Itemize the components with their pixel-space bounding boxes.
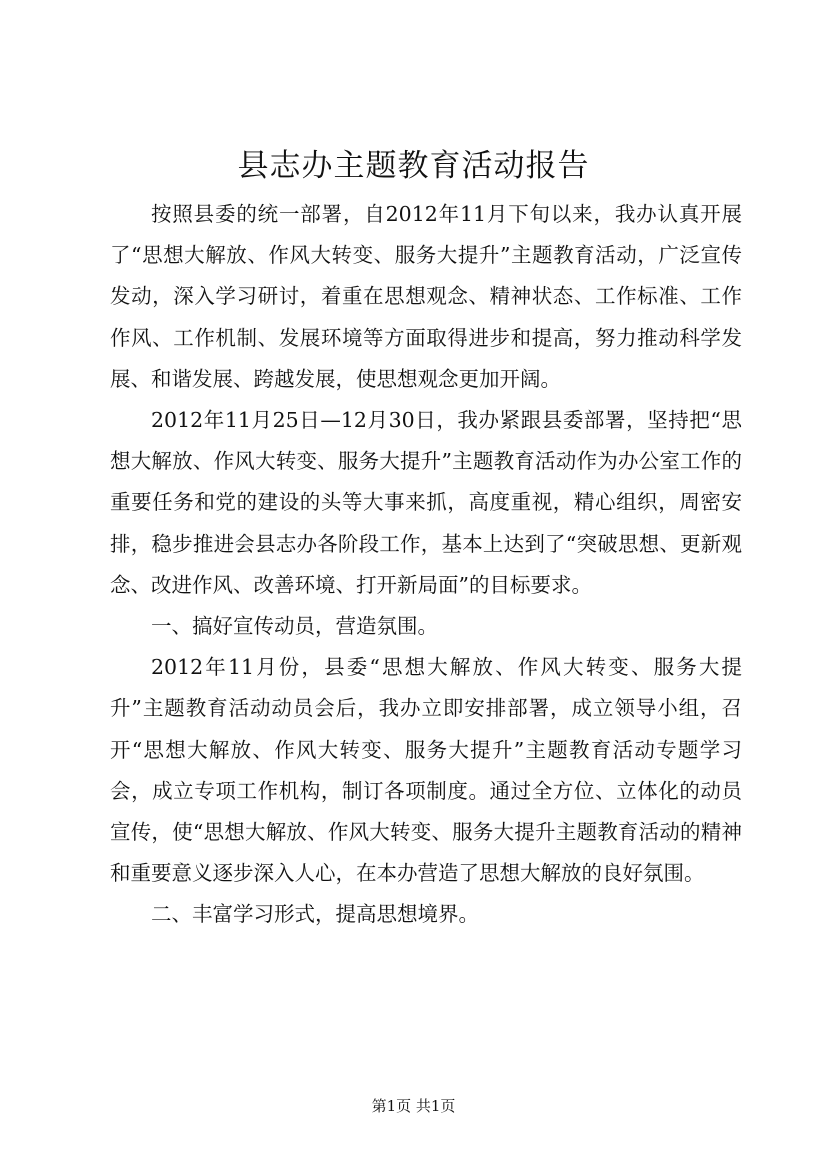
document-title: 县志办主题教育活动报告 [237, 148, 590, 184]
paragraph-mobilization: 2012年11月份，县委“思想大解放、作风大转变、服务大提升”主题教育活动动员会后，我办立即安排部署，成立领导小组，召开“思想大解放、作风大转变、服务大提升”主题教育活动专题学习会，成立专项工作机构，制订各项制度。通过全方位、立体化的动员宣传，使“思想大解放、作风大转变、服务大提升主题教育活动的精神和重要意义逐步深入人心，在本办营造了思想大解放的良好氛围。 [110, 655, 742, 886]
document-body [110, 194, 742, 936]
paragraph-schedule: 2012年11月25日—12月30日，我办紧跟县委部署，坚持把“思想大解放、作风大转变、服务大提升”主题教育活动作为办公室工作的重要任务和党的建设的头等大事来抓，高度重视，精心组织，周密安排，稳步推进会县志办各阶段工作，基本上达到了“突破思想、更新观念、改进作风、改善环境、打开新局面”的目标要求。 [110, 408, 742, 597]
section-heading-2: 二、丰富学习形式，提高思想境界。 [151, 902, 479, 927]
section-heading-1: 一、搞好宣传动员，营造氛围。 [151, 614, 438, 639]
paragraph-intro: 按照县委的统一部署，自2012年11月下旬以来，我办认真开展了“思想大解放、作风大转变、服务大提升”主题教育活动，广泛宣传发动，深入学习研讨，着重在思想观念、精神状态、工作标准、工作作风、工作机制、发展环境等方面取得进步和提高，努力推动科学发展、和谐发展、跨越发展，使思想观念更加开阔。 [110, 202, 742, 391]
page-footer: 第1页 共1页 [371, 1097, 456, 1115]
